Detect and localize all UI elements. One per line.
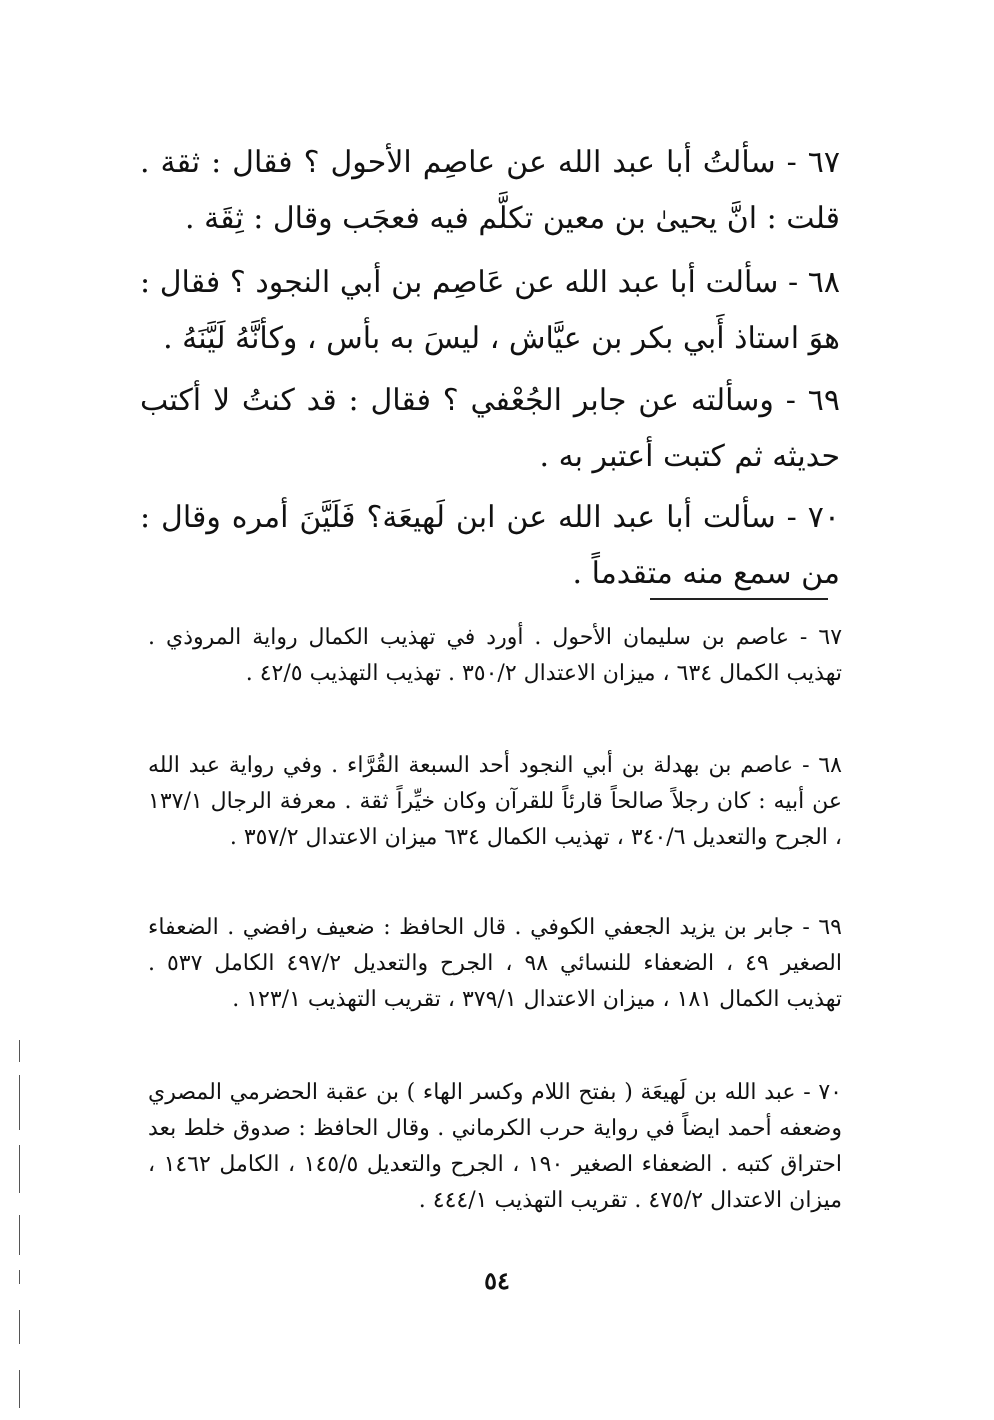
entry-67: ٦٧ - سألتُ أبا عبد الله عن عاصِم الأحول ؟ فقال : ثقة . قلت : انَّ يحيىٰ بن معين تكلَّم فيه فعجَب وقال : ثِقَة . bbox=[140, 145, 840, 236]
scan-mark bbox=[19, 1370, 20, 1408]
scan-mark bbox=[19, 1040, 20, 1062]
footnote-69: ٦٩ - جابر بن يزيد الجعفي الكوفي . قال الحافظ : ضعيف رافضي . الضعفاء الصغير ٤٩ ، الضعفاء للنسائي ٩٨ ، الجرح والتعديل ٤٩٧/٢ الكامل ٥٣٧ . تهذيب الكمال ١٨١ ، ميزان الاعتدال ٣٧٩/١ ، تقريب التهذيب ١٢٣/١ . bbox=[148, 915, 842, 1012]
scan-mark bbox=[19, 1075, 20, 1130]
scan-mark bbox=[19, 1270, 20, 1284]
footnote-68: ٦٨ - عاصم بن بهدلة بن أبي النجود أحد السبعة القُرَّاء . وفي رواية عبد الله عن أبيه : كان رجلاً صالحاً قارئاً للقرآن وكان خيِّراً ثقة . معرفة الرجال ١٣٧/١ ، الجرح والتعديل ٣٤٠/٦ ، تهذيب الكمال ٦٣٤ ميزان الاعتدال ٣٥٧/٢ . bbox=[148, 753, 842, 850]
entry-69: ٦٩ - وسألته عن جابر الجُعْفي ؟ فقال : قد كنتُ لا أكتب حديثه ثم كتبت أعتبر به . bbox=[140, 383, 840, 474]
footnote-67: ٦٧ - عاصم بن سليمان الأحول . أورد في تهذيب الكمال رواية المروذي . تهذيب الكمال ٦٣٤ ، ميزان الاعتدال ٣٥٠/٢ . تهذيب التهذيب ٤٢/٥ . bbox=[148, 625, 843, 686]
entry-70: ٧٠ - سألت أبا عبد الله عن ابن لَهيعَة؟ فَلَيَّنَ أمره وقال : من سمع منه متقدماً . bbox=[140, 500, 840, 591]
entry-68: ٦٨ - سألت أبا عبد الله عن عَاصِم بن أبي النجود ؟ فقال : هوَ استاذ أَبي بكر بن عيَّاش ، ليسَ به بأس ، وكأنَّهُ لَيَّنَهُ . bbox=[140, 265, 841, 356]
footnote-70: ٧٠ - عبد الله بن لَهيعَة ( بفتح اللام وكسر الهاء ) بن عقبة الحضرمي المصري وضعفه أحمد ايضاً في رواية حرب الكرماني . وقال الحافظ : صدوق خلط بعد احتراق كتبه . الضعفاء الصغير ١٩٠ ، الجرح والتعديل ١٤٥/٥ ، الكامل ١٤٦٢ ، ميزان الاعتدال ٤٧٥/٢ . تقريب التهذيب ٤٤٤/١ . bbox=[148, 1080, 842, 1213]
scan-mark bbox=[19, 1145, 20, 1193]
footnote-separator bbox=[650, 598, 828, 600]
page-number: ٥٤ bbox=[484, 1266, 510, 1295]
scan-mark bbox=[19, 1310, 20, 1344]
scan-mark bbox=[19, 1215, 20, 1255]
